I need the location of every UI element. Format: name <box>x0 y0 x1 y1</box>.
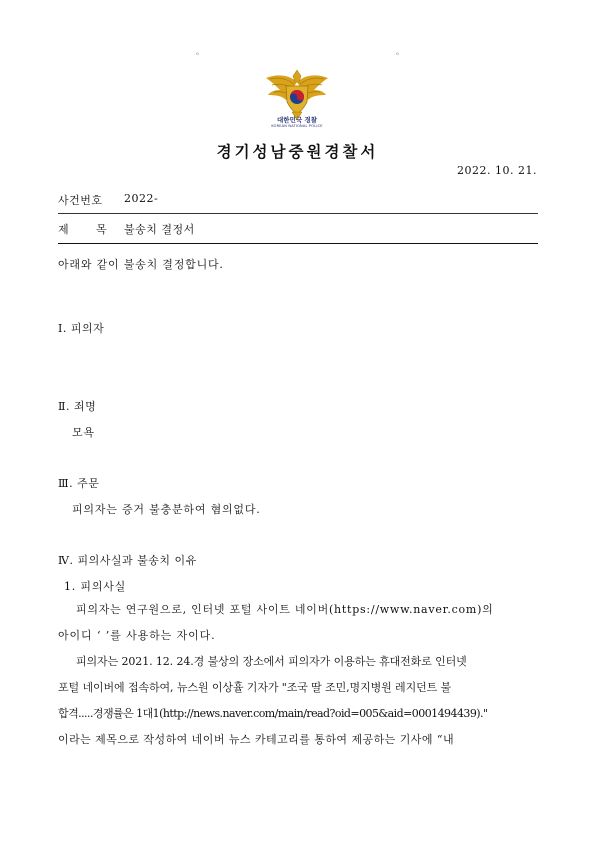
paragraph-line: 피의자는 2021. 12. 24.경 불상의 장소에서 피의자가 이용하는 휴대전화로 인터넷 <box>76 655 467 668</box>
case-number-value: 2022- <box>124 192 159 205</box>
title-label-part2: 목 <box>96 223 108 236</box>
section-2-heading: Ⅱ. 죄명 <box>58 400 97 413</box>
disposition-text: 피의자는 증거 불충분하여 혐의없다. <box>72 503 261 516</box>
divider <box>58 213 538 214</box>
divider-thick <box>58 243 538 244</box>
fact-paragraph-2 <box>58 649 538 753</box>
document-date: 2022. 10. 21. <box>457 164 537 177</box>
section-3-heading: Ⅲ. 주문 <box>58 477 100 490</box>
paragraph-line: 이라는 제목으로 작성하여 네이버 뉴스 카테고리를 통하여 제공하는 기사에 “내 <box>58 733 455 746</box>
top-mark-right: 。 <box>396 47 404 56</box>
paragraph-line: 포털 네이버에 접속하여, 뉴스원 이상휼 기자가 "조국 딸 조민,명지병원 레지던트 불 <box>58 681 452 694</box>
subsection-heading: 1. 피의사실 <box>64 580 127 593</box>
top-mark-left: 。 <box>196 47 204 56</box>
paragraph-line: 피의자는 연구원으로, 인터넷 포털 사이트 네이버(https://www.naver.com)의 <box>76 603 494 616</box>
emblem-subcaption: KOREAN NATIONAL POLICE <box>271 124 323 128</box>
title-label-part1: 제 <box>58 223 70 236</box>
section-1-heading: Ⅰ. 피의자 <box>58 322 105 335</box>
organization-title: 경기성남중원경찰서 <box>216 143 379 161</box>
charge-name: 모욕 <box>72 426 95 439</box>
paragraph-line: 아이디 ‘ ’를 사용하는 자이다. <box>58 629 216 642</box>
emblem-caption: 대한민국 경찰 <box>277 116 317 124</box>
section-4-heading: Ⅳ. 피의사실과 불송치 이유 <box>58 554 197 567</box>
intro-sentence: 아래와 같이 불송치 결정합니다. <box>58 258 224 271</box>
fact-paragraph-1 <box>58 597 538 649</box>
paragraph-line: 합격.....경쟁률은 1대1(http://news.naver.com/main/read?oid=005&aid=0001494439)." <box>58 707 488 720</box>
case-number-label: 사건번호 <box>58 194 103 207</box>
title-value: 불송치 결정서 <box>124 223 195 236</box>
